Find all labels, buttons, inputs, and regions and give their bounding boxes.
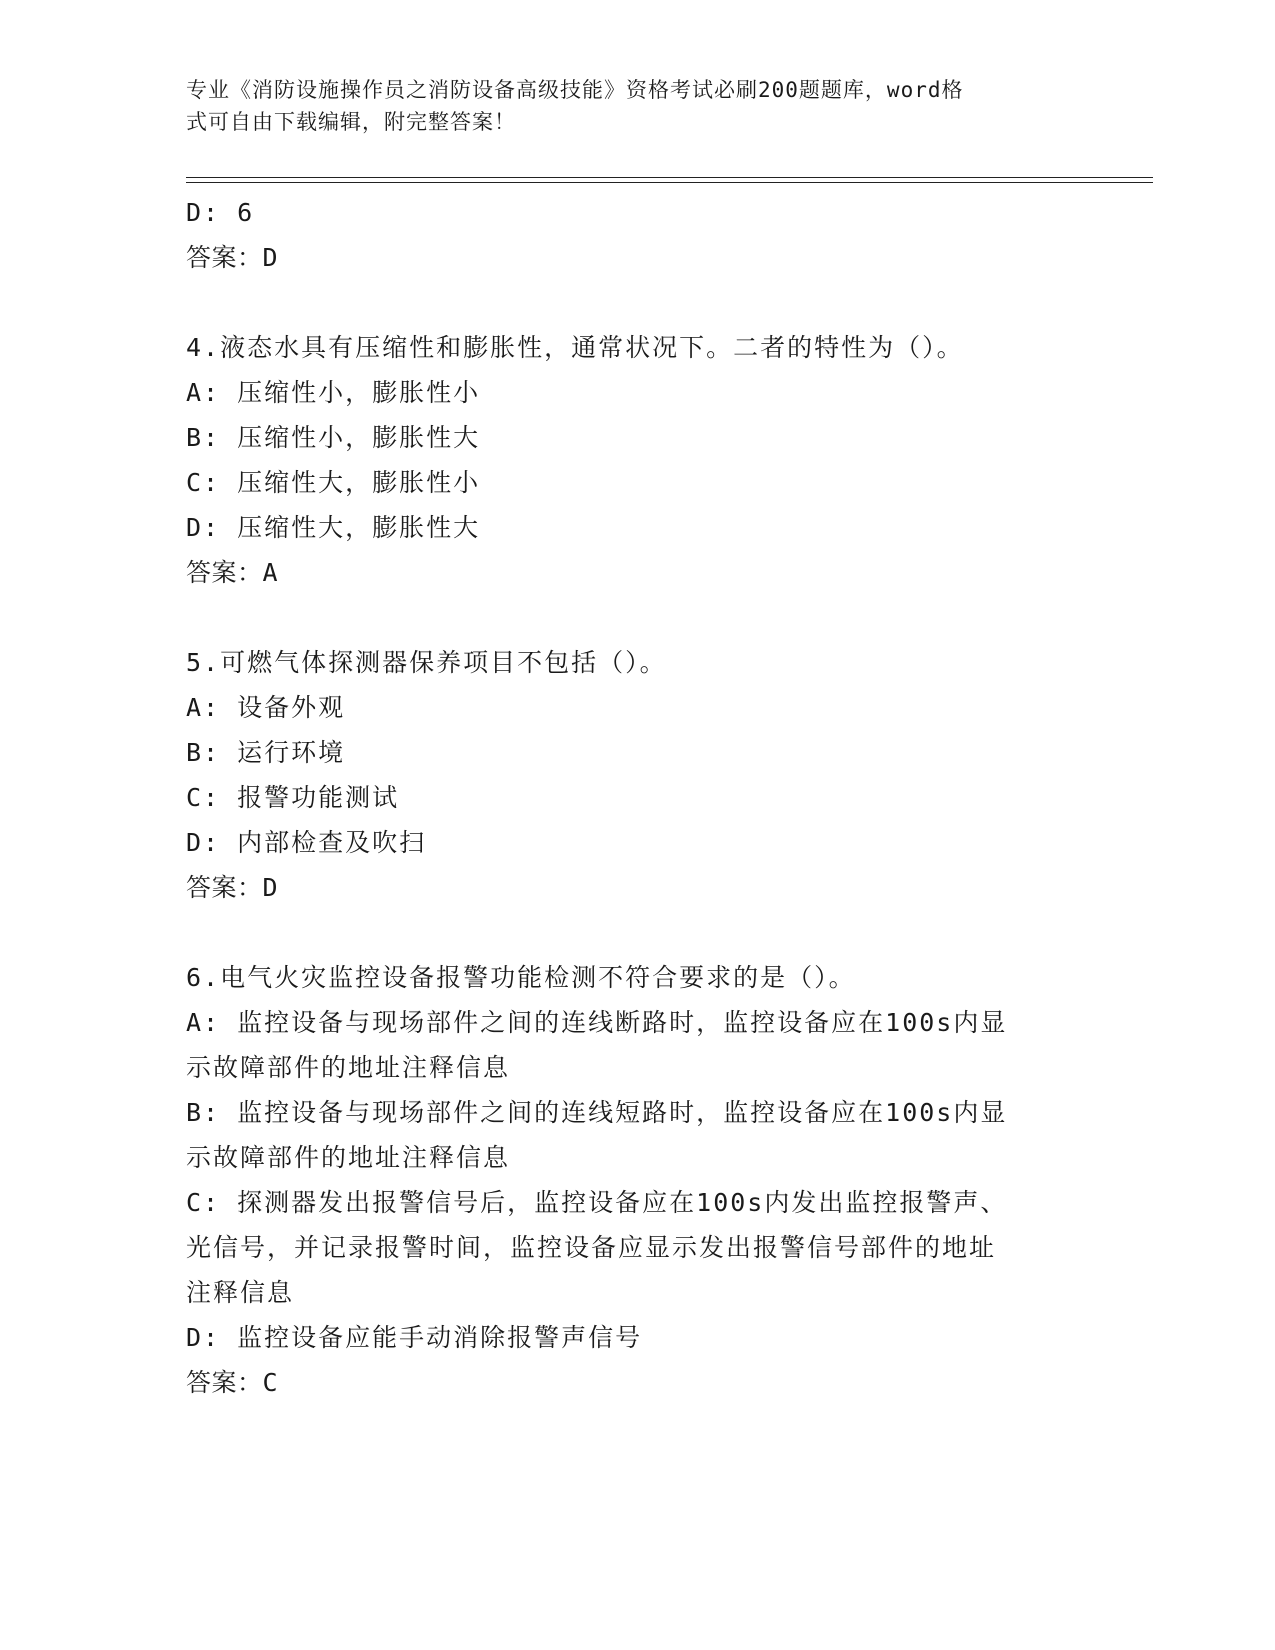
option-c-line-1: C: 探测器发出报警信号后，监控设备应在100s内发出监控报警声、 [186, 1188, 1008, 1217]
option-a: A: 压缩性小，膨胀性小 [186, 378, 481, 407]
option-b: B: 运行环境 [186, 738, 346, 767]
option-c-line-2: 光信号，并记录报警时间，监控设备应显示发出报警信号部件的地址 [186, 1233, 997, 1262]
option-b-line-2: 示故障部件的地址注释信息 [186, 1143, 511, 1172]
header-divider-bottom [186, 182, 1153, 183]
option-b: B: 压缩性小，膨胀性大 [186, 423, 481, 452]
question-stem: 4.液态水具有压缩性和膨胀性，通常状况下。二者的特性为（）。 [186, 333, 964, 362]
answer-line: 答案：C [186, 1368, 279, 1397]
previous-question-tail [186, 190, 1066, 280]
option-a: A: 设备外观 [186, 693, 346, 722]
question-stem: 6.电气火灾监控设备报警功能检测不符合要求的是（）。 [186, 963, 856, 992]
header-line-2: 式可自由下载编辑，附完整答案！ [186, 110, 516, 134]
option-d: D: 6 [186, 198, 255, 227]
option-d-line-1: D: 监控设备应能手动消除报警声信号 [186, 1323, 643, 1352]
option-a-line-1: A: 监控设备与现场部件之间的连线断路时，监控设备应在100s内显 [186, 1008, 1008, 1037]
option-d: D: 压缩性大，膨胀性大 [186, 513, 481, 542]
header-line-1: 专业《消防设施操作员之消防设备高级技能》资格考试必刷200题题库，word格 [186, 78, 964, 102]
answer-line: 答案：A [186, 558, 279, 587]
question-4 [186, 325, 1066, 595]
question-6 [186, 955, 1066, 1405]
option-b-line-1: B: 监控设备与现场部件之间的连线短路时，监控设备应在100s内显 [186, 1098, 1008, 1127]
option-d: D: 内部检查及吹扫 [186, 828, 427, 857]
question-list [186, 190, 1066, 1405]
answer-line: 答案：D [186, 243, 279, 272]
document-header [186, 74, 1066, 138]
question-stem: 5.可燃气体探测器保养项目不包括（）。 [186, 648, 667, 677]
question-5 [186, 640, 1066, 910]
option-c: C: 报警功能测试 [186, 783, 400, 812]
option-c-line-3: 注释信息 [186, 1278, 295, 1307]
option-c: C: 压缩性大，膨胀性小 [186, 468, 481, 497]
answer-line: 答案：D [186, 873, 279, 902]
option-a-line-2: 示故障部件的地址注释信息 [186, 1053, 511, 1082]
header-divider-top [186, 177, 1153, 178]
